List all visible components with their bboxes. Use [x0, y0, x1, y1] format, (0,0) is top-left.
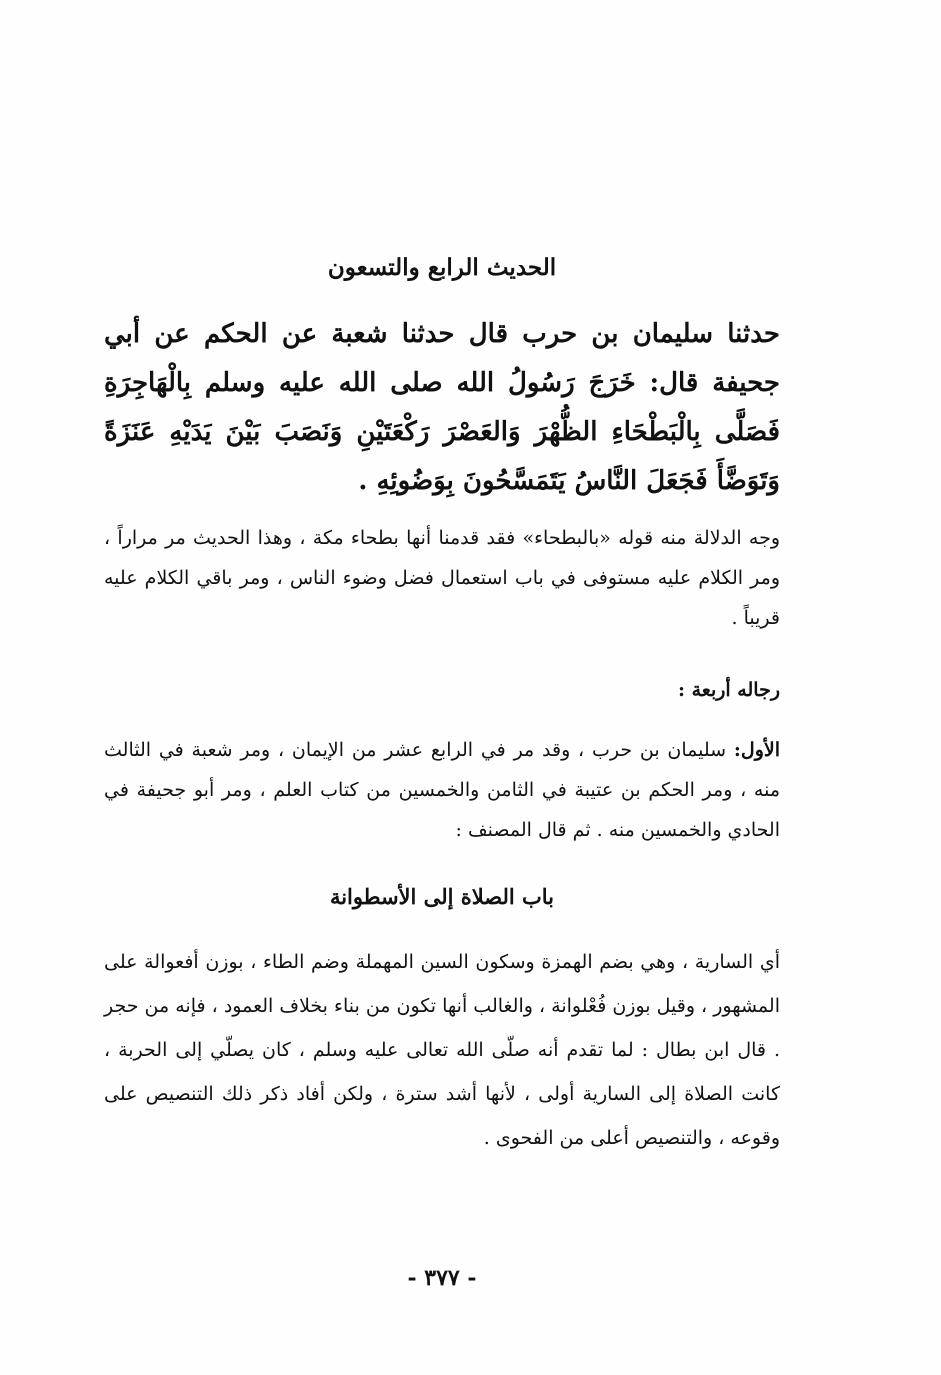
hadith-text: حدثنا سليمان بن حرب قال حدثنا شعبة عن الحكم عن أبي جحيفة قال: خَرَجَ رَسُولُ الله صلى الله عليه وسلم بِالْهَاجِرَةِ فَصَلَّى بِالْبَطْحَاءِ الظُّهْرَ وَالعَصْرَ رَكْعَتَيْنِ وَنَصَبَ بَيْنَ يَدَيْهِ عَنَزَةً وَتَوَضَّأَ فَجَعَلَ النَّاسُ يَتَمَسَّحُونَ بِوَضُوئِهِ .	[104, 319, 780, 496]
chapter-text: أي السارية ، وهي بضم الهمزة وسكون السين المهملة وضم الطاء ، بوزن أفعوالة على المشهور ، وقيل بوزن فُعْلوانة ، والغالب أنها تكون من بناء بخلاف العمود ، فإنه من حجر . قال ابن بطال : لما تقدم أنه صلّى الله تعالى عليه وسلم ، كان يصلّي إلى الحربة ، كانت الصلاة إلى السارية أولى ، لأنها أشد سترة ، ولكن أفاد ذكر ذلك التنصيص على وقوعه ، والتنصيص أعلى من الفحوى .	[104, 951, 780, 1149]
chapter-title: باب الصلاة إلى الأسطوانة	[329, 884, 555, 909]
narrators-heading: رجاله أربعة :	[677, 679, 780, 701]
page-number: - ٣٧٧ -	[407, 1265, 477, 1291]
narrator-first-text: سليمان بن حرب ، وقد مر في الرابع عشر من الإيمان ، ومر شعبة في الثالث منه ، ومر الحكم بن عتيبة في الثامن والخمسين من كتاب العلم ، ومر أبو جحيفة في الحادي والخمسين منه . ثم قال المصنف :	[104, 739, 780, 841]
narrator-first-lead: الأول:	[733, 739, 780, 761]
commentary-paragraph: وجه الدلالة منه قوله «بالبطحاء» فقد قدمنا أنها بطحاء مكة ، وهذا الحديث مر مراراً ، ومر الكلام عليه مستوفى في باب استعمال فضل وضوء الناس ، ومر باقي الكلام عليه قريباً .	[104, 527, 780, 629]
hadith-title: الحديث الرابع والتسعون	[327, 254, 557, 281]
narrator-first-paragraph	[104, 730, 780, 850]
